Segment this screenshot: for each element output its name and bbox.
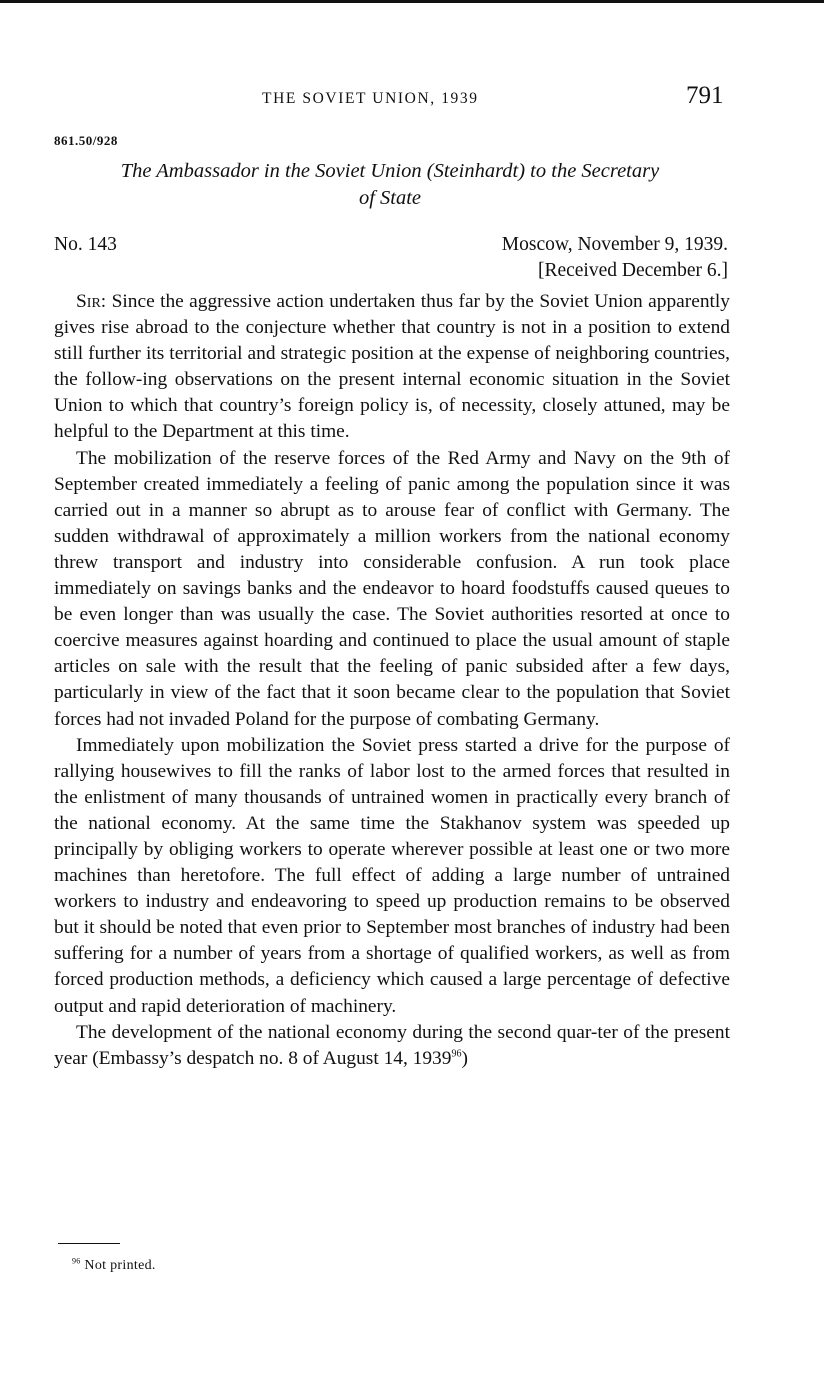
document-title-line-2: of State [358, 187, 422, 209]
footnote-reference: 96 [451, 1048, 462, 1060]
dateline: Moscow, November 9, 1939. [501, 234, 728, 255]
footnote-marker: 96 [72, 1256, 81, 1266]
running-head [0, 82, 824, 112]
page-number: 791 [686, 82, 724, 109]
footnote-rule [58, 1243, 120, 1244]
paragraph-1 [54, 289, 730, 446]
received-date: [Received December 6.] [537, 260, 728, 281]
paragraph-2: The mobilization of the reserve forces of the Red Army and Navy on the 9th of September created immediately a feeling of panic among the population since it was carried out in a manner so abrupt as to arouse fear of conflict with Germany. The sudden withdrawal of approximately a million workers from the national economy threw transport and industry into considerable confusion. A run took place immediately on savings banks and the endeavor to hoard foodstuffs caused queues to be even longer than was usually the case. The Soviet authorities resorted at once to coercive measures against hoarding and continued to place the usual amount of staple articles on sale with the result that the feeling of panic subsided after a few days, particularly in view of the fact that it soon became clear to the population that Soviet forces had not invaded Poland for the purpose of combating Germany. [54, 447, 730, 730]
paragraph-4-text: The development of the national economy during the second quar-ter of the present year (Embassy’s despatch no. 8 of August 14, 1939 [54, 1021, 730, 1069]
running-title: THE SOVIET UNION, 1939 [262, 90, 479, 107]
document-title [54, 158, 726, 212]
paragraph-4-close: ) [461, 1047, 468, 1069]
paragraph-3: Immediately upon mobilization the Soviet press started a drive for the purpose of rallying housewives to fill the ranks of labor lost to the armed forces that resulted in the enlistment of many thousands of untrained women in practically every branch of the national economy. At the same time the Stakhanov system was speeded up principally by obliging workers to operate wherever possible at least one or two more machines than heretofore. The full effect of adding a large number of untrained workers to industry and endeavoring to speed up production remains to be observed but it should be noted that even prior to September most branches of industry had been suffering for a number of years from a shortage of qualified workers, as well as from forced production methods, a deficiency which caused a large percentage of defective output and rapid deterioration of machinery. [54, 734, 730, 1017]
letter-body [54, 289, 730, 1072]
dispatch-number: No. 143 [54, 234, 117, 255]
footnote-text: Not printed. [84, 1258, 156, 1273]
document-title-line-1: The Ambassador in the Soviet Union (Steinhardt) to the Secretary [120, 160, 660, 182]
file-number: 861.50/928 [54, 133, 118, 148]
salutation: Sir [76, 291, 101, 312]
footnote [72, 1258, 156, 1274]
paragraph-1-text: : Since the aggressive action undertaken thus far by the Soviet Union apparently gives rise abroad to the conjecture whether that country is not in a position to extend still further its territorial and strategic position at the expense of neighboring countries, the follow-ing observations on the present internal economic situation in the Soviet Union to which that country’s foreign policy is, of necessity, closely attuned, may be helpful to the Department at this time. [54, 291, 730, 443]
top-border-rule [0, 0, 824, 3]
paragraph-4 [54, 1020, 730, 1072]
